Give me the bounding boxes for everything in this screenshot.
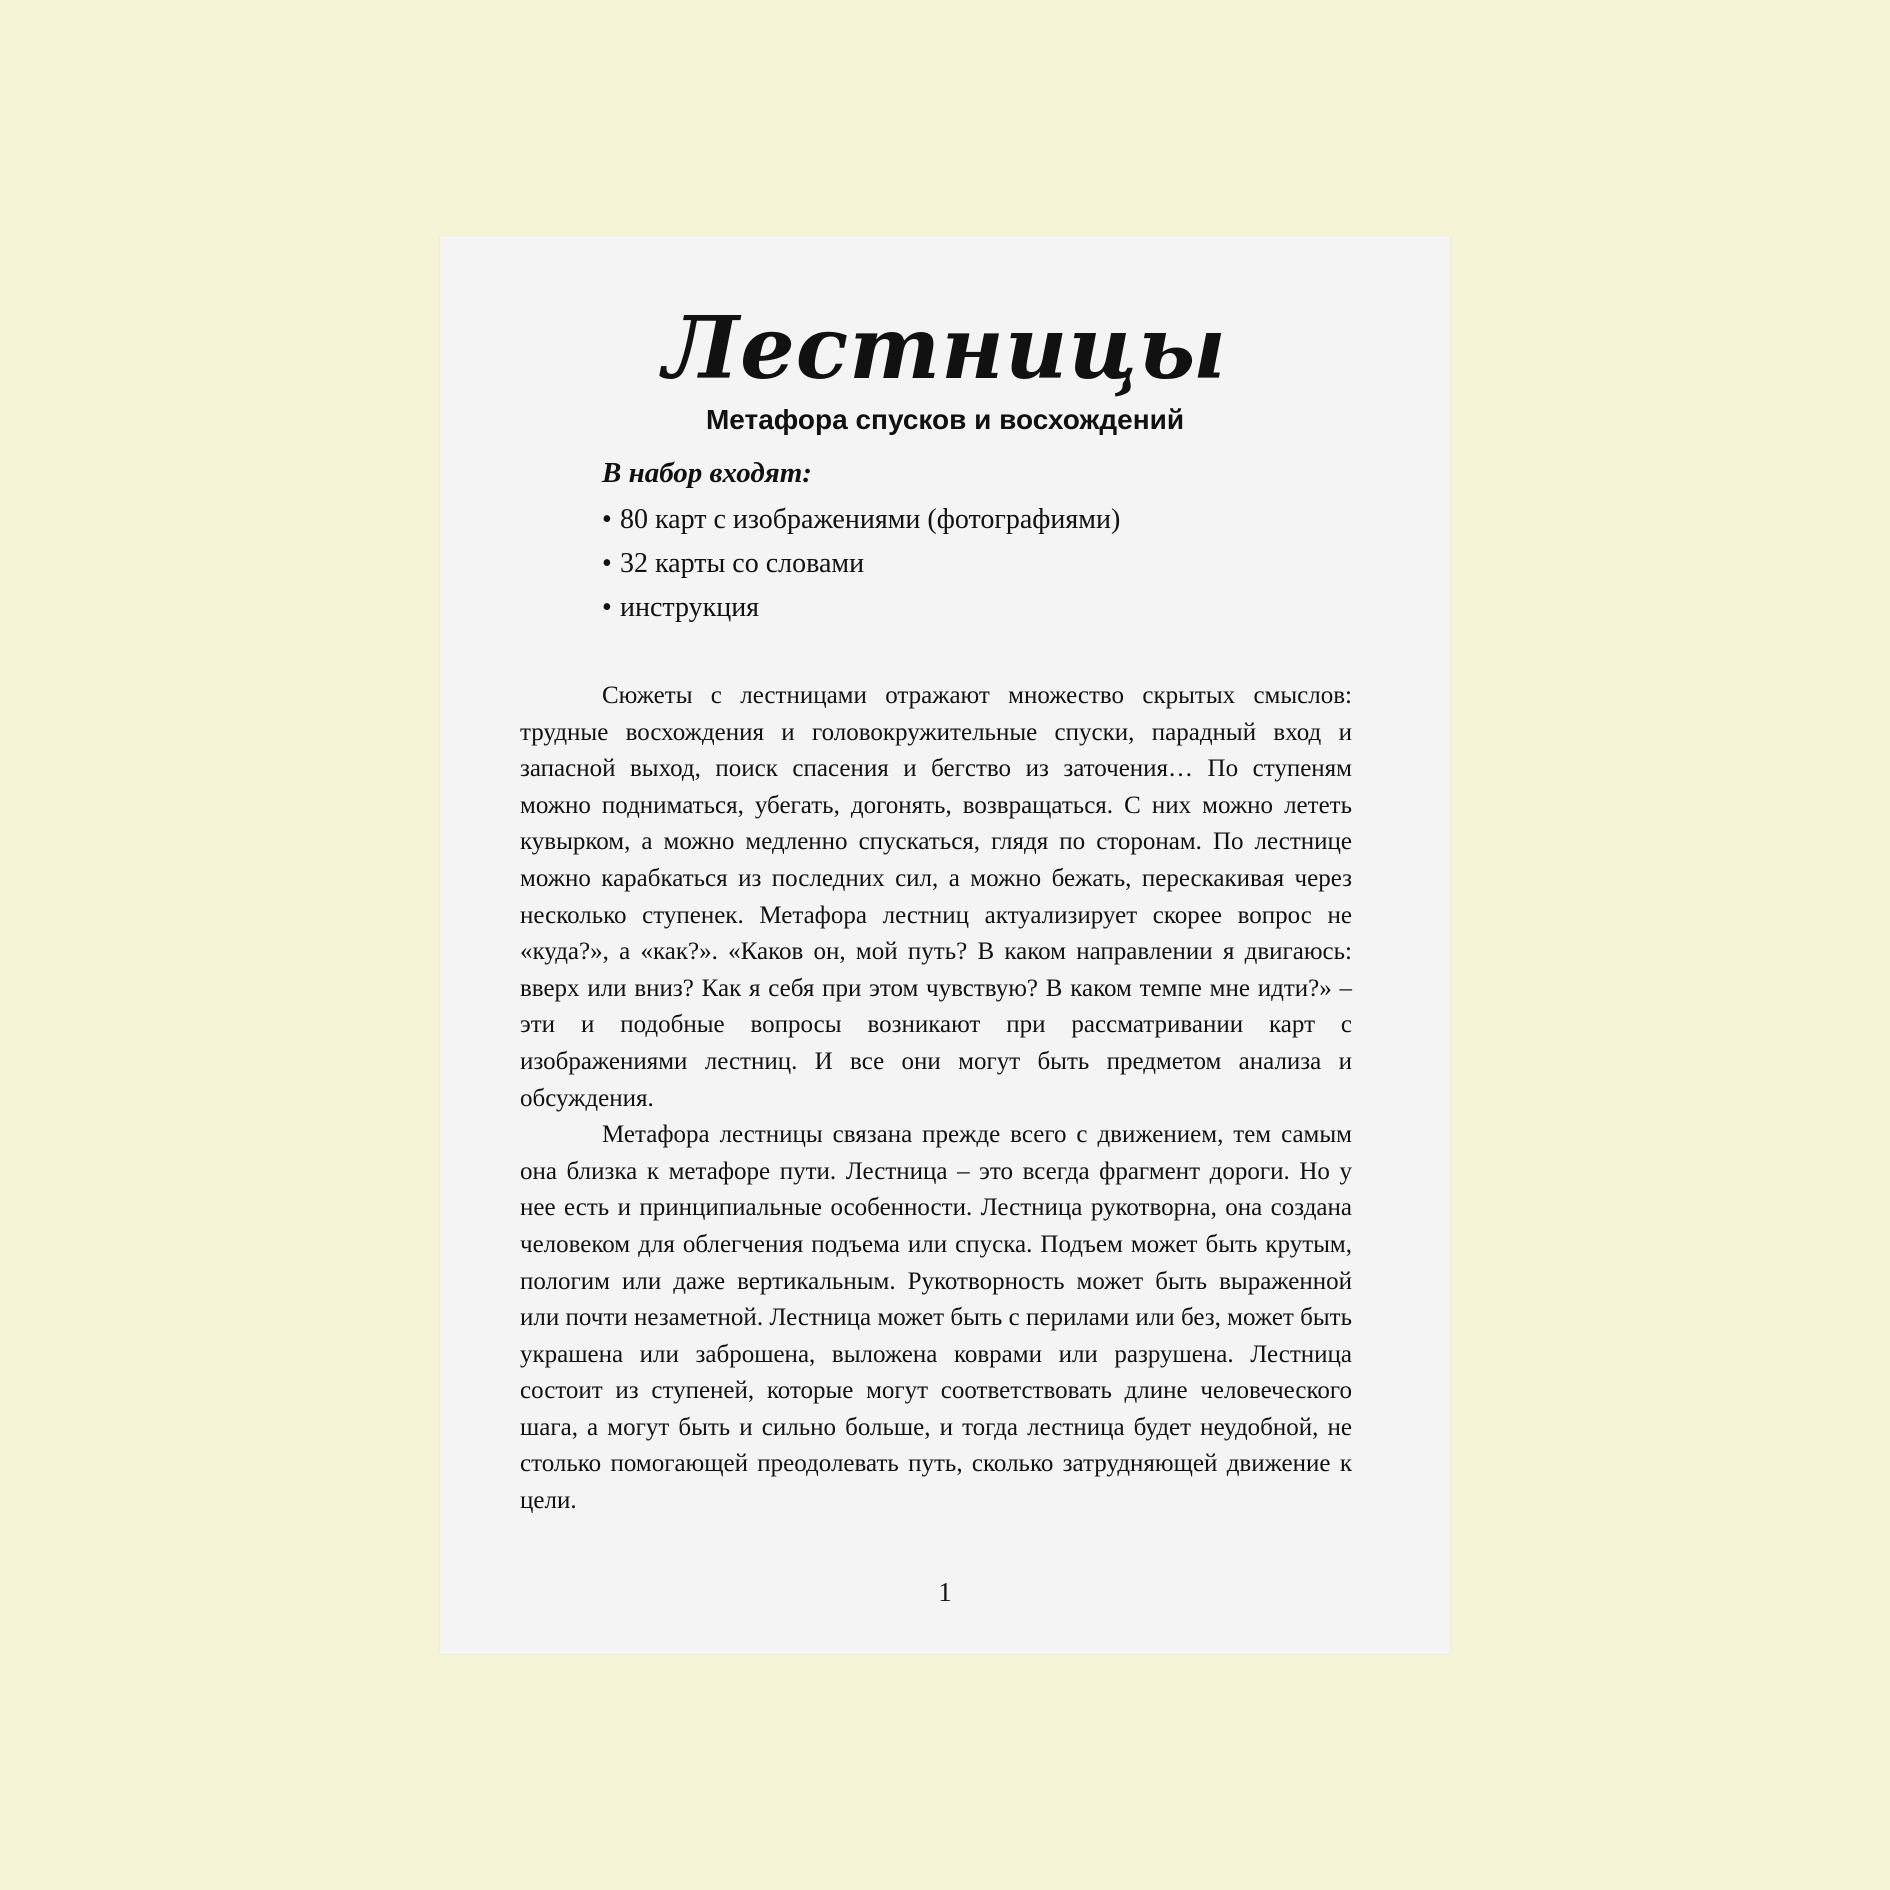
- kit-contents: [602, 454, 1302, 630]
- kit-list: [602, 498, 1302, 630]
- bullet-icon: •: [602, 504, 612, 535]
- page-title: Лестницы: [663, 298, 1227, 399]
- kit-heading: В набор входят:: [602, 457, 812, 489]
- bullet-icon: •: [602, 548, 612, 579]
- document-page: [440, 236, 1450, 1654]
- list-item: [602, 542, 1302, 586]
- bullet-icon: •: [602, 592, 612, 623]
- kit-item-label: 32 карты со словами: [620, 548, 865, 579]
- kit-item-label: 80 карт с изображениями (фотографиями): [620, 504, 1121, 535]
- list-item: [602, 586, 1302, 630]
- kit-item-label: инструкция: [620, 592, 760, 623]
- list-item: [602, 498, 1302, 542]
- paragraph: Метафора лестницы связана прежде всего с движением, тем самым она близка к метафоре пути. Лестница – это всегда фрагмент дороги. Но у нее есть и принципиальные особенности. Лестница рукотворна, она создана человеком для облегчения подъема или спуска. Подъем может быть крутым, пологим или даже вертикальным. Рукотворность может быть выраженной или почти незаметной. Лестница может быть с перилами или без, может быть украшена или заброшена, выложена коврами или разрушена. Лестница состоит из ступеней, которые могут соответствовать длине человеческого шага, а могут быть и сильно больше, и тогда лестница будет неудобной, не столько помогающей преодолевать путь, сколько затрудняющей движение к цели.: [520, 1121, 1352, 1515]
- page-number: 1: [938, 1577, 952, 1607]
- page-subtitle: Метафора спусков и восхождений: [705, 404, 1185, 435]
- paragraph: Сюжеты с лестницами отражают множество скрытых смыслов: трудные восхождения и головокружительные спуски, парадный вход и запасной выход, поиск спасения и бегство из заточения… По ступеням можно подниматься, убегать, догонять, возвращаться. С них можно лететь кувырком, а можно медленно спускаться, глядя по сторонам. По лестнице можно карабкаться из последних сил, а можно бежать, перескакивая через несколько ступенек. Метафора лестниц актуализирует скорее вопрос не «куда?», а «как?». «Каков он, мой путь? В каком направлении я двигаюсь: вверх или вниз? Как я себя при этом чувствую? В каком темпе мне идти?» – эти и подобные вопросы возникают при рассматривании карт с изображениями лестниц. И все они могут быть предметом анализа и обсуждения.: [520, 682, 1352, 1112]
- body-text: [520, 678, 1352, 1520]
